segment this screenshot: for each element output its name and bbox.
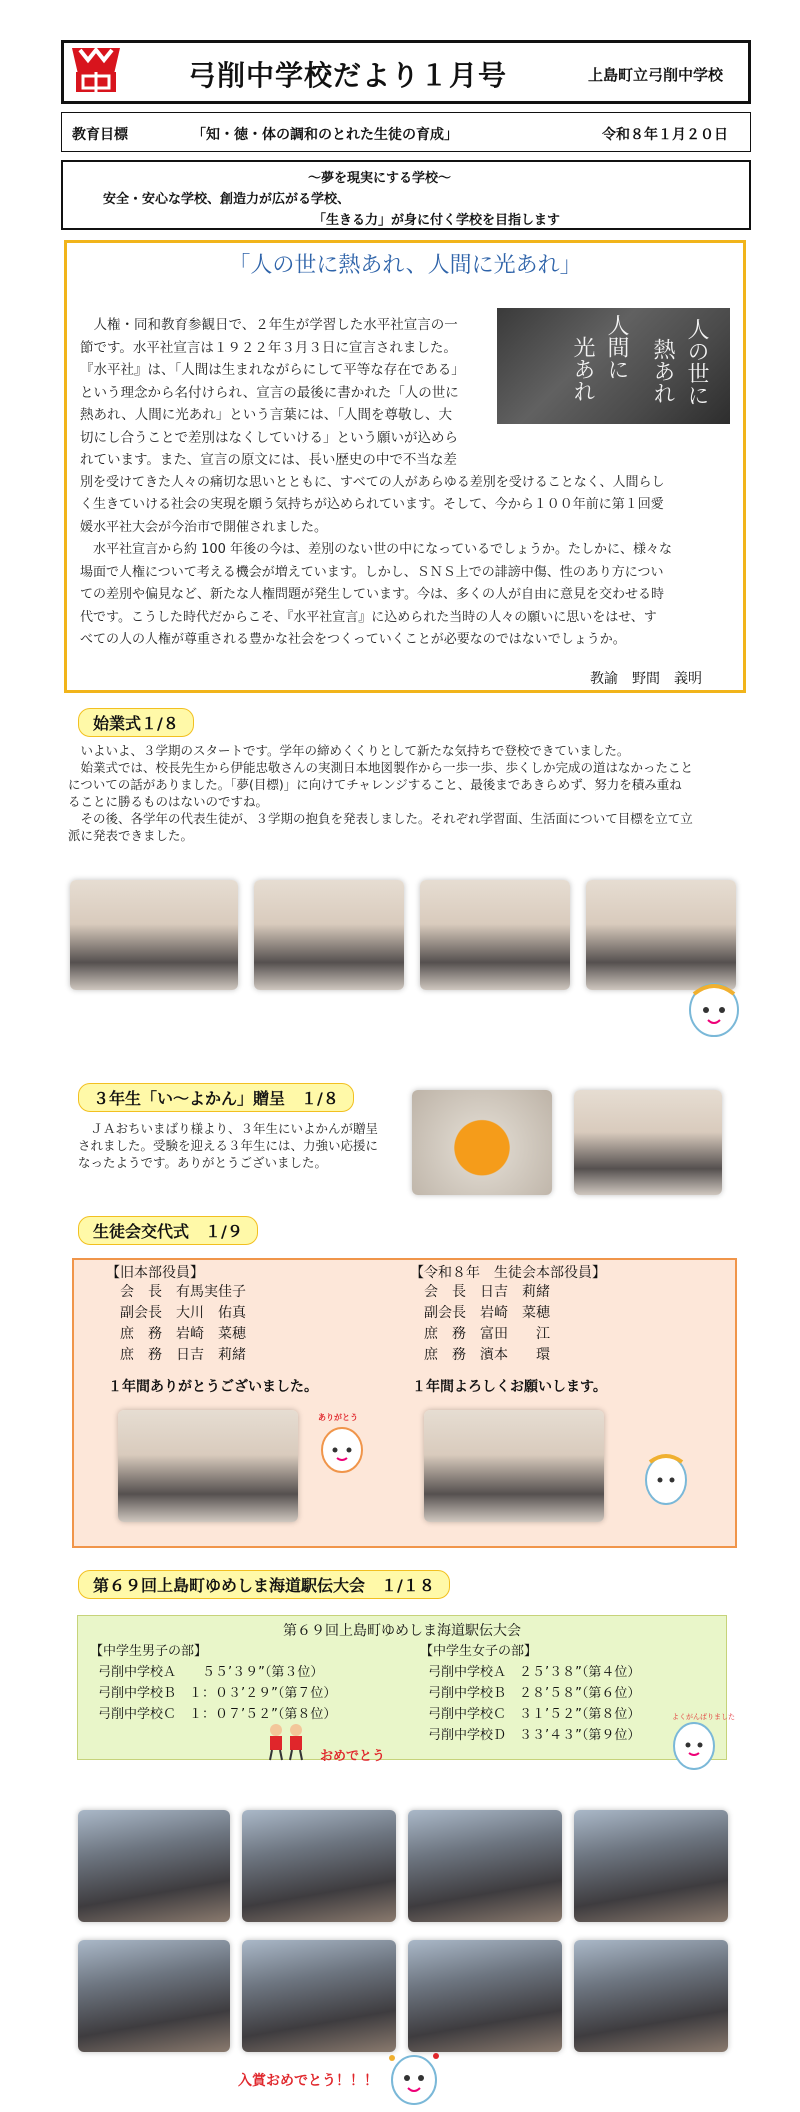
feature-line: 代です。こうした時代だからこそ、『水平社宣言』に込められた当時の人々の願いに思いをはせ、す: [80, 609, 657, 625]
photo-race-1: [78, 1810, 230, 1922]
result-row: 弓削中学校Ａ ２５’３８”（第４位）: [428, 1665, 641, 1680]
motto-line-3: 「生きる力」が身に付く学校を目指します: [313, 213, 561, 228]
feature-line: 別を受けてきた人々の痛切な思いとともに、すべての人があらゆる差別を受けることなく、人間らし: [80, 474, 665, 490]
mascot-caption: よくがんばりました: [672, 1713, 735, 1721]
photo-iyokan: [412, 1090, 552, 1195]
feature-line: べての人の人権が尊重される豊かな社会をつくっていくことが必要なのではないでしょうか。: [80, 632, 626, 647]
mascot-celebrate-icon: [384, 2048, 444, 2108]
school-motto: [61, 160, 751, 230]
opening-line: いよいよ、３学期のスタートです。学年の締めくくりとして新たな気持ちで登校できていました。: [68, 743, 630, 758]
photo-race-7: [408, 1940, 562, 2052]
officer-row: 庶 務 岩崎 菜穂: [120, 1326, 246, 1342]
photo-race-6: [242, 1940, 396, 2052]
feature-line: 節です。水平社宣言は１９２２年３月３日に宣言されました。: [80, 339, 457, 356]
section-tag-opening: 始業式１/８: [78, 708, 194, 737]
feature-paragraph-top: [80, 314, 495, 472]
section-tag-ekiden: 第６９回上島町ゆめしま海道駅伝大会 １/１８: [78, 1570, 450, 1599]
feature-line: 『水平社』は、「人間は生まれながらにして平等な存在である」: [80, 362, 465, 378]
gift-text: [78, 1120, 408, 1171]
mascot-wave-icon: [640, 1452, 690, 1508]
opening-line: ることに勝るものはないのですね。: [68, 794, 269, 809]
photo-speech-1: [254, 880, 404, 990]
result-row: 弓削中学校Ｄ ３３’４３”（第９位）: [428, 1728, 641, 1743]
photo-race-2: [242, 1810, 396, 1922]
school-emblem-icon: [66, 44, 126, 96]
stone-text-4: 光あれ: [570, 336, 595, 402]
officer-row: 会 長 有馬実佳子: [120, 1284, 246, 1300]
opening-text: [68, 742, 748, 844]
stone-text-1: 人の世に: [684, 318, 709, 406]
issue-date: 令和８年１月２０日: [602, 127, 728, 143]
officer-row: 庶 務 富田 江: [424, 1326, 550, 1342]
stone-text-3: 人間に: [604, 314, 629, 380]
feature-line: という理念から名付けられ、宣言の最後に書かれた「人の世に: [80, 384, 459, 401]
officer-row: 庶 務 日吉 莉緒: [120, 1347, 246, 1363]
result-row: 弓削中学校Ｃ １：０７’５２”（第８位）: [98, 1707, 337, 1722]
mascot-icon: [680, 980, 744, 1042]
motto-line-2: 安全・安心な学校、創造力が広がる学校、: [103, 192, 351, 207]
section-tag-gift: ３年生「い～よかん」贈呈 １/８: [78, 1083, 354, 1112]
officer-row: 副会長 大川 佑真: [120, 1305, 246, 1321]
photo-race-8: [574, 1940, 728, 2052]
old-officers-message: １年間ありがとうございました。: [108, 1379, 318, 1395]
feature-line: 媛水平社大会が今治市で開催されました。: [80, 519, 328, 535]
boys-division-title: 【中学生男子の部】: [90, 1644, 208, 1659]
feature-line: 切にし合うことで差別はなくしていける」という願いが込めら: [80, 429, 458, 446]
mascot-cheer-icon: [670, 1720, 718, 1772]
photo-council-new: [424, 1410, 604, 1522]
school-name: 上島町立弓削中学校: [588, 66, 724, 84]
photo-race-4: [574, 1810, 728, 1922]
feature-line: れています。また、宣言の原文には、長い歴史の中で不当な差: [80, 452, 457, 468]
feature-line: 熱あれ、人間に光あれ」という言葉には、「人間を尊敬し、大: [80, 407, 453, 423]
congrats-text: おめでとう: [320, 1749, 386, 1764]
photo-council-old: [118, 1410, 298, 1522]
ekiden-results-title: 第６９回上島町ゆめしま海道駅伝大会: [283, 1623, 521, 1639]
new-officers-list: [424, 1282, 550, 1366]
photo-race-5: [78, 1940, 230, 2052]
gift-line: されました。受験を迎える３年生には、力強い応援に: [78, 1138, 379, 1153]
photo-speech-3: [586, 880, 736, 990]
footer-congrats: 入賞おめでとう！！！: [238, 2073, 378, 2089]
opening-line: 始業式では、校長先生から伊能忠敬さんの実測日本地図製作から一歩一歩、歩くしか完成の道はなかったこと: [68, 760, 694, 775]
officer-row: 副会長 岩崎 菜穂: [424, 1305, 550, 1321]
photo-assembly: [70, 880, 238, 990]
feature-line: 場面で人権について考える機会が増えています。しかし、ＳＮＳ上での誹謗中傷、性のあり方につい: [80, 564, 664, 580]
feature-line: く生きていける社会の実現を願う気持ちが込められています。そして、今から１００年前に第１回愛: [80, 497, 664, 512]
goal-text: 「知・徳・体の調和のとれた生徒の育成」: [192, 127, 458, 143]
result-row: 弓削中学校Ａ ５５’３９”（第３位）: [98, 1665, 324, 1680]
education-goal-row: [61, 112, 751, 152]
girls-division-title: 【中学生女子の部】: [420, 1644, 538, 1659]
old-officers-title: 【旧本部役員】: [106, 1265, 204, 1281]
gift-line: ＪＡおちいまばり様より、３年生にいよかんが贈呈: [78, 1121, 379, 1136]
photo-race-3: [408, 1810, 562, 1922]
girls-results: [428, 1662, 640, 1746]
motto-line-1: ～夢を現実にする学校～: [308, 171, 452, 186]
stone-text-2: 熱あれ: [650, 338, 675, 404]
article-author: 教諭 野間 義明: [590, 671, 702, 687]
boys-results: [98, 1662, 336, 1725]
section-tag-council: 生徒会交代式 １/９: [78, 1216, 258, 1245]
result-row: 弓削中学校Ｂ ２８’５８”（第６位）: [428, 1686, 641, 1701]
feature-line: ての差別や偏見など、新たな人権問題が発生しています。今は、多くの人が自由に意見を交わせる時: [80, 587, 664, 602]
thanks-bubble: ありがとう: [318, 1413, 358, 1422]
officer-row: 会 長 日吉 莉緒: [424, 1284, 550, 1300]
result-row: 弓削中学校Ｃ ３１’５２”（第８位）: [428, 1707, 641, 1722]
gift-line: なったようです。ありがとうございました。: [78, 1155, 328, 1170]
opening-line: 派に発表できました。: [68, 828, 194, 843]
opening-line: についての話がありました。「夢(目標)」に向けてチャレンジすること、最後まであきらめず、努力を積み重ね: [68, 777, 682, 792]
opening-line: その後、各学年の代表生徒が、３学期の抱負を発表しました。それぞれ学習面、生活面について目標を立て立: [68, 811, 693, 826]
photo-classroom: [574, 1090, 722, 1195]
runners-illustration-icon: [262, 1722, 310, 1762]
old-officers-list: [120, 1282, 246, 1366]
monument-photo: [497, 308, 730, 424]
feature-line: 人権・同和教育参観日で、２年生が学習した水平社宣言の一: [80, 317, 458, 333]
photo-speech-2: [420, 880, 570, 990]
feature-line: 水平社宣言から約 100 年後の今は、差別のない世の中になっているでしょうか。たしかに、様々な: [80, 542, 672, 557]
feature-paragraph-bottom: [80, 472, 740, 652]
newsletter-title: 弓削中学校だより１月号: [188, 59, 508, 92]
goal-label: 教育目標: [72, 127, 128, 143]
new-officers-message: １年間よろしくお願いします。: [412, 1379, 607, 1395]
officer-row: 庶 務 濱本 環: [424, 1347, 550, 1363]
new-officers-title: 【令和８年 生徒会本部役員】: [410, 1265, 606, 1281]
feature-title: 「人の世に熱あれ、人間に光あれ」: [228, 253, 582, 278]
result-row: 弓削中学校Ｂ １：０３’２９”（第７位）: [98, 1686, 337, 1701]
mascot-thanks-icon: [318, 1424, 366, 1474]
